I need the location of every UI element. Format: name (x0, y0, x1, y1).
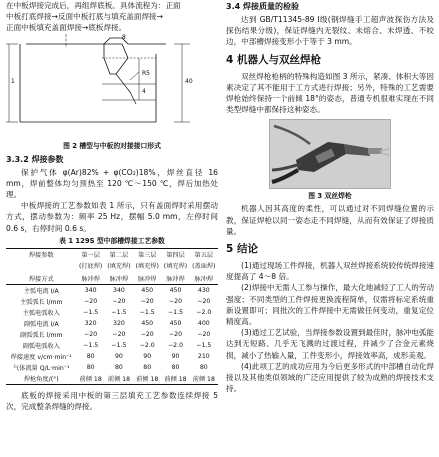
paragraph-robot-flexibility: 机器人因其高度的柔性，可以通过对不同焊缝位置的示教，保证焊枪以同一姿态走不同焊缝，从而有效保证了焊接质量。 (226, 204, 434, 236)
table-cell: −2.0 (139, 341, 155, 349)
table-cell: 90 (143, 352, 152, 360)
header-cell: 第五层 (190, 248, 218, 260)
figure-2-joint-diagram (6, 34, 218, 139)
header-cell: (打底焊) (78, 262, 103, 270)
table-cell: 80 (199, 363, 208, 371)
section-4-heading: 4 机器人与双丝焊枪 (226, 53, 321, 66)
table-cell: 焊接速度 v/cm·min⁻¹ (10, 353, 72, 361)
table-cell: −20 (84, 297, 98, 305)
section-3-3-2-heading: 3.3.2 焊接参数 (6, 154, 64, 164)
intro-line-2: 中板打底焊接→反面中板打底与填充盖面焊接→ (6, 12, 164, 22)
figure-3-caption: 图 3 双丝焊枪 (308, 192, 352, 201)
table-cell: −20 (140, 330, 154, 338)
table-cell: 前倾 18 (133, 373, 161, 385)
paragraph-protective-gas: 保护气体 φ(Ar)82% + φ(CO₂)18%，焊丝直径 16 mm，焊前整体均匀预热至 120 ℃～150 ℃，焊后加热处理。 (6, 167, 218, 200)
dim-right-label: 40 (185, 77, 193, 85)
table-cell: 90 (171, 352, 180, 360)
dim-left-label: 1 (11, 77, 15, 85)
table-cell: −20 (84, 330, 98, 338)
table-row (6, 329, 218, 340)
table-cell: 副弧电弧收入 (22, 342, 60, 350)
table-cell: 430 (197, 286, 210, 294)
table-1-caption: 表 1 129S 型中部槽焊接工艺参数 (59, 236, 165, 245)
header-cell: 第三层 (133, 248, 161, 260)
table-cell: 副弧弧长 l/mm (19, 331, 63, 339)
intro-line-3: 正面中板填充盖面焊接→底板焊接。 (6, 23, 127, 33)
header-cell: 脉冲焊 (161, 273, 189, 285)
table-cell: 450 (141, 286, 154, 294)
conclusion-1: (1)通过现场工件焊接，机器人双丝焊接系统较传统焊接速度提高了 4～8 倍。 (226, 261, 435, 282)
table-cell: 80 (171, 363, 180, 371)
paragraph-quality: 达到 GB/T11345-89 Ⅰ级(钢焊缝手工超声波探伤方法及探伤结果分级)，保证焊缝内无裂纹、未熔合、未焊透、不咬边，中部槽焊接变形小于等于 3 mm。 (226, 15, 434, 47)
table-cell: 450 (141, 319, 154, 327)
section-5-heading: 5 结论 (226, 243, 258, 256)
table-cell: 400 (197, 319, 210, 327)
figure-3-twin-wire-torch (269, 119, 391, 189)
table-row (6, 351, 218, 362)
header-cell (6, 260, 77, 273)
table-cell: 320 (113, 319, 125, 327)
table-cell: −1.5 (83, 308, 99, 316)
table-header-row-2 (6, 260, 218, 273)
table-cell: −20 (112, 297, 126, 305)
table-cell: 80 (115, 363, 123, 371)
table-cell: −1.5 (196, 341, 212, 349)
table-cell: 前倾 18 (105, 373, 133, 385)
table-cell: 90 (115, 352, 123, 360)
header-cell: 脉冲焊 (190, 273, 218, 285)
section-3-4-heading: 3.4 焊接质量的检验 (226, 2, 299, 11)
table-cell: 80 (143, 363, 152, 371)
table-cell: 前倾 18 (161, 373, 189, 385)
header-cell: 第二层 (105, 248, 133, 260)
table-cell: 340 (84, 286, 97, 294)
header-cell: (填充焊) (163, 262, 188, 270)
header-cell: 第一层 (77, 248, 105, 260)
table-cell: −20 (168, 330, 183, 338)
table-row (6, 296, 218, 307)
header-cell: 焊接参数 (6, 248, 77, 260)
welding-parameters-table (6, 248, 218, 385)
header-cell: 脉冲焊 (77, 273, 105, 285)
header-cell: (填充焊) (135, 262, 159, 270)
right-column (226, 0, 434, 394)
header-cell: (填充焊) (107, 262, 131, 270)
joint-diagram-svg (6, 34, 218, 139)
header-cell: 脉冲焊 (133, 273, 161, 285)
table-cell: 80 (86, 352, 95, 360)
table-header-row-1 (6, 248, 218, 260)
table-cell: 320 (84, 319, 97, 327)
table-header-row-3 (6, 273, 218, 285)
table-row (6, 307, 218, 318)
table-cell: −1.5 (139, 308, 155, 316)
table-cell: 气体流量 Q/L·min⁻¹ (13, 364, 70, 372)
table-cell: 80 (86, 363, 95, 371)
table-cell: −1.5 (111, 308, 127, 316)
table-cell: −20 (197, 297, 211, 305)
table-row (6, 284, 218, 296)
table-cell: 前倾 18 (77, 373, 105, 385)
intro-line-1: 在中板焊接完成后，再组焊底板。具体流程为：正面 (6, 1, 181, 10)
table-cell: −2.0 (196, 308, 212, 316)
table-cell: 前倾 18 (190, 373, 218, 385)
left-column (6, 0, 218, 412)
table-cell: −1.5 (167, 308, 184, 316)
table-cell: −2.0 (167, 341, 184, 349)
header-cell: 焊接方式 (6, 273, 77, 285)
table-row (6, 340, 218, 351)
table-cell: 450 (169, 319, 182, 327)
table-cell: −1.5 (111, 341, 127, 349)
conclusion-2: (2)焊接中无需人工参与操作，最大化地减轻了工人的劳动强度；不同类型的工件焊接更换流程简单，仅需将标定系统重新设置即可；同批次的工件焊接中无需做任何变动，重复定位精度高。 (226, 283, 435, 327)
paragraph-weaving-params: 中板焊接的工艺参数如表 1 所示，只有盖面焊时采用摆动方式，摆动参数为：频率 25 Hz，摆幅 5.0 mm，左停时间 0.6 s，右停时间 0.6 s。 (6, 201, 218, 233)
table-cell: −20 (140, 297, 154, 305)
radius-label: R5 (142, 69, 150, 77)
table-row (6, 362, 218, 373)
table-cell: −20 (112, 330, 126, 338)
table-cell: 主弧弧长 l/mm (19, 298, 63, 306)
conclusion-4: (4)此项工艺的成功应用为今后更多形式的中部槽自动化焊接以及其他类似领域的广泛应用提供了较为成熟的焊接技术支持。 (226, 361, 435, 394)
table-cell: 340 (113, 286, 125, 294)
header-cell: (盖面焊) (192, 262, 216, 270)
table-cell: 焊枪角度/(°) (6, 373, 77, 385)
paragraph-bottom-plate: 底板的焊接采用中板的第三层填充工艺参数连续焊接 5 次，完成整条焊缝的焊接。 (6, 390, 218, 412)
table-cell: −20 (168, 297, 183, 305)
table-row (6, 373, 218, 385)
figure-2-caption: 图 2 槽型与中板的对接接口形式 (63, 141, 161, 150)
header-cell: 第四层 (161, 248, 189, 260)
dim-4-label: 4 (142, 87, 146, 95)
header-cell: 脉冲焊 (105, 273, 133, 285)
dim-top-label: 8 (122, 33, 126, 41)
table-cell: 210 (197, 352, 210, 360)
table-cell: −20 (197, 330, 211, 338)
torch-photo-svg (270, 120, 390, 188)
paragraph-torch-structure: 双丝焊枪枪柄的特殊构造如图 3 所示，紧凑、体积大等因素决定了其不能用于工方式进行焊接；另外，特殊的工艺需要焊枪始终保持一个前倾 18°的姿态，普通专机很难实现在不同类型焊缝中都保持这种姿态。 (226, 71, 434, 115)
table-cell: −1.5 (83, 341, 99, 349)
table-cell: 450 (169, 286, 182, 294)
table-cell: 主弧电弧收入 (22, 309, 60, 317)
table-row (6, 318, 218, 329)
table-cell: 主弧电流 I/A (23, 287, 59, 295)
conclusion-3: (3)通过工艺试验，当焊接参数设置到最佳时，脉冲电弧能达到无短路、几乎无飞溅的过渡过程，并减少了合金元素烧损，减小了热输入量，工件变形小，焊接效率高，成形美观。 (226, 328, 435, 360)
table-cell: 副弧电流 I/A (23, 320, 59, 328)
